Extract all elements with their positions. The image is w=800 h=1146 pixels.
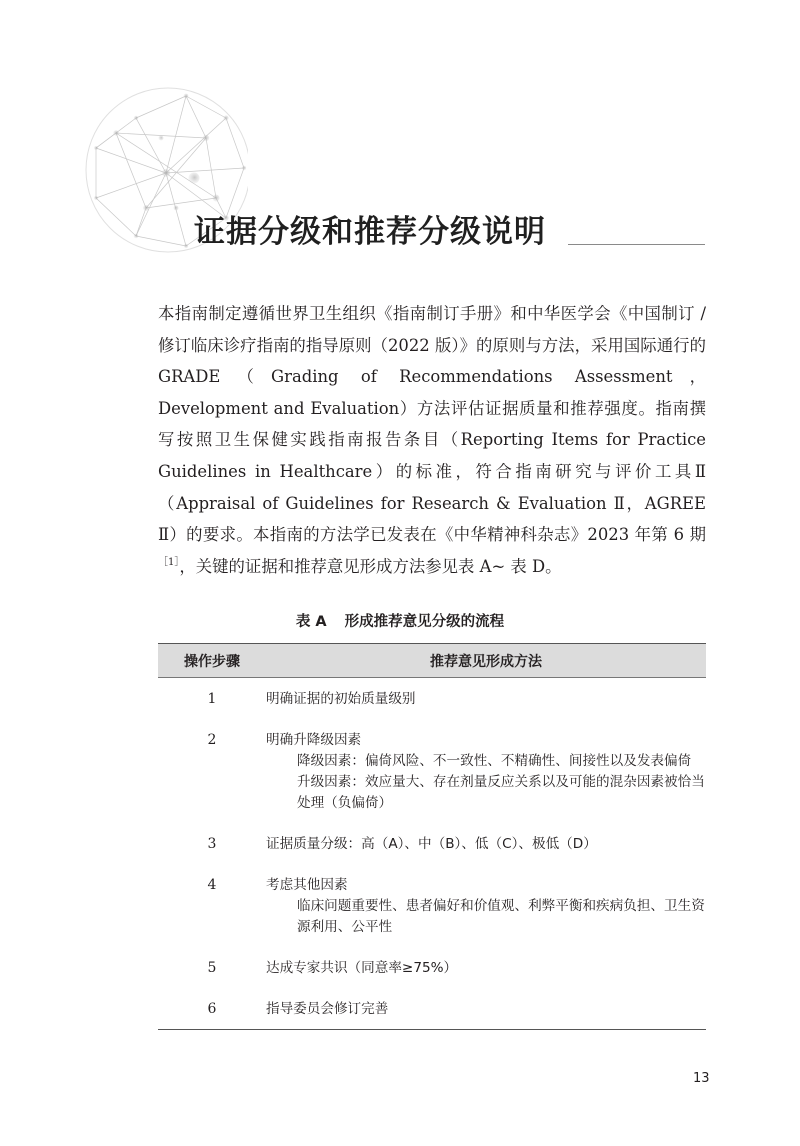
- citation-marker: ［1］: [158, 556, 180, 568]
- table-caption-title: 形成推荐意见分级的流程: [344, 614, 505, 630]
- page-number: 13: [693, 1071, 710, 1086]
- table-row: [158, 864, 706, 947]
- method-cell: [266, 823, 706, 864]
- method-line: 指导委员会修订完善: [266, 1001, 389, 1017]
- method-line: 达成专家共识（同意率≥75%）: [266, 960, 458, 976]
- recommendation-process-table: [158, 643, 706, 1030]
- method-line: 考虑其他因素: [266, 877, 348, 893]
- table-row: [158, 947, 706, 988]
- step-number: 5: [207, 960, 217, 976]
- method-line: 明确证据的初始质量级别: [266, 691, 416, 707]
- step-number: 4: [207, 877, 217, 893]
- method-cell: [266, 678, 706, 720]
- method-subline: 临床问题重要性、患者偏好和价值观、利弊平衡和疾病负担、卫生资源利用、公平性: [297, 898, 705, 935]
- method-cell: [266, 719, 706, 823]
- table-caption-label: 表 A: [295, 614, 327, 630]
- method-line: 明确升降级因素: [266, 732, 362, 748]
- intro-text: 本指南制定遵循世界卫生组织《指南制订手册》和中华医学会《中国制订 / 修订临床诊疗指南的指导原则（2022 版）》的原则与方法，采用国际通行的 GRADE（Grading of Recommendations Assessment，Development and Evaluation）方法评估证据质量和推荐强度。指南撰写按照卫生保健实践指南报告条目（Reporting Items for Practice Guidelines in Healthcare）的标准，符合指南研究与评价工具Ⅱ（Appraisal of Guidelines for Research & Evaluation Ⅱ，AGREE Ⅱ）的要求。本指南的方法学已发表在《中华精神科杂志》2023 年第 6 期: [158, 304, 706, 545]
- table-row: [158, 823, 706, 864]
- method-line: 证据质量分级：高（A）、中（B）、低（C）、极低（D）: [266, 836, 597, 852]
- intro-text-end: ，关键的证据和推荐意见形成方法参见表 A~ 表 D。: [179, 556, 562, 576]
- step-number: 6: [158, 988, 266, 1030]
- method-subline: 升级因素：效应量大、存在剂量反应关系以及可能的混杂因素被恰当处理（负偏倚）: [297, 774, 705, 811]
- method-cell: [266, 988, 706, 1030]
- column-header-method: 推荐意见形成方法: [430, 653, 542, 670]
- table-caption: [0, 612, 800, 632]
- step-number: 3: [207, 836, 217, 852]
- column-header-step: 操作步骤: [184, 653, 240, 670]
- page-title: 证据分级和推荐分级说明: [194, 214, 546, 250]
- step-number: 2: [207, 732, 217, 748]
- table-row: [158, 678, 706, 720]
- step-number: 1: [207, 691, 217, 707]
- title-rule: [568, 244, 705, 245]
- intro-paragraph: [158, 298, 706, 582]
- method-subline: 降级因素：偏倚风险、不一致性、不精确性、间接性以及发表偏倚: [297, 753, 692, 769]
- method-cell: [266, 947, 706, 988]
- table-header-row: [158, 644, 706, 678]
- method-cell: [266, 864, 706, 947]
- table-row: [158, 719, 706, 823]
- table-row: [158, 988, 706, 1030]
